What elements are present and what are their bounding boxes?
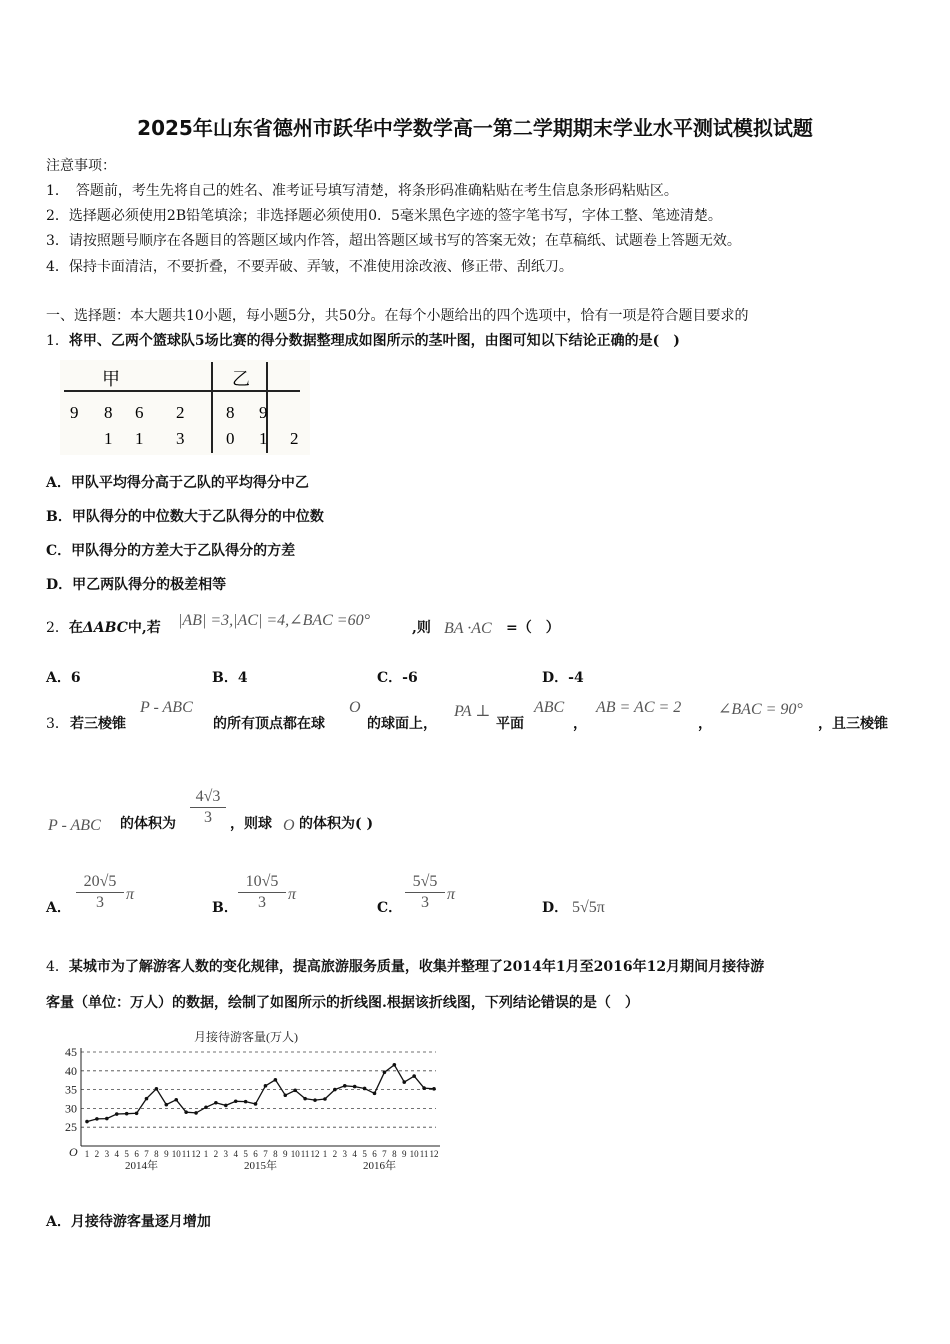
x-tick-label: 11 <box>300 1149 310 1159</box>
notice-item: 2．选择题必须使用2B铅笔填涂；非选择题必须使用0．5毫米黑色字迹的签字笔书写，字体工整、笔迹清楚。 <box>46 208 722 224</box>
q3-math: AB = AC = 2 <box>596 699 682 716</box>
option-d[interactable]: D．-4 <box>542 670 584 686</box>
fraction-denominator: 3 <box>421 894 429 911</box>
question-2 <box>46 617 161 637</box>
x-tick-label: 10 <box>409 1149 419 1159</box>
y-tick-label: 45 <box>65 1045 77 1059</box>
question-number: 1． <box>46 333 69 349</box>
x-tick-label: 4 <box>233 1149 238 1159</box>
x-tick-label: 9 <box>164 1149 169 1159</box>
option-c[interactable]: C． <box>377 900 403 916</box>
q2-text: ,则 <box>412 620 431 636</box>
fraction-denominator: 3 <box>96 894 104 911</box>
q3-math: ∠BAC = 90° <box>718 701 803 718</box>
notice-heading: 注意事项： <box>46 158 116 174</box>
data-point <box>85 1120 89 1124</box>
data-point <box>95 1117 99 1121</box>
q3-math: O <box>349 699 361 716</box>
x-tick-label: 1 <box>84 1149 90 1159</box>
series-line <box>87 1065 434 1122</box>
data-point <box>125 1112 129 1116</box>
option-b[interactable]: B．4 <box>212 670 248 686</box>
x-tick-label: 2 <box>332 1149 338 1159</box>
question-text: 客量（单位：万人）的数据，绘制了如图所示的折线图.根据该折线图，下列结论错误的是（ ） <box>46 995 639 1011</box>
left-header: 甲 <box>102 369 120 389</box>
q3-math: PA ⊥ <box>454 703 491 720</box>
data-point <box>333 1088 337 1092</box>
x-tick-label: 7 <box>263 1149 268 1159</box>
pi-symbol: π <box>288 886 297 903</box>
page-title: 2025年山东省德州市跃华中学数学高一第二学期期末学业水平测试模拟试题 <box>137 116 813 140</box>
data-point <box>165 1103 169 1107</box>
q2-text: =（ ） <box>506 620 560 636</box>
data-point <box>343 1084 347 1088</box>
line-chart <box>46 1025 446 1175</box>
q3-text: 的体积为 <box>120 816 176 832</box>
x-tick-label: 9 <box>402 1149 407 1159</box>
option-c-fraction <box>405 873 445 912</box>
q3-text: 若三棱锥 <box>70 716 126 732</box>
section-heading: 一、选择题：本大题共10小题，每小题5分，共50分。在每个小题给出的四个选项中，恰有一项是符合题目要求的 <box>46 308 749 324</box>
data-point <box>402 1080 406 1084</box>
notice-item: 3．请按照题号顺序在各题目的答题区域内作答，超出答题区域书写的答案无效；在草稿纸、试题卷上答题无效。 <box>46 233 741 249</box>
data-point <box>422 1086 426 1090</box>
q3-text: 平面 <box>496 716 524 732</box>
option-d-expression: 5√5π <box>572 899 605 916</box>
question-text: 将甲、乙两个篮球队5场比赛的得分数据整理成如图所示的茎叶图，由图可知以下结论正确的是( ) <box>68 333 680 349</box>
q3-text: ， <box>698 716 712 732</box>
leaf-left: 6 <box>135 403 144 422</box>
data-point <box>234 1099 238 1103</box>
data-point <box>283 1093 287 1097</box>
x-tick-label: 12 <box>310 1149 320 1159</box>
data-point <box>353 1085 357 1089</box>
question-number: 2． <box>46 620 69 636</box>
fraction-numerator: 20√5 <box>83 873 117 890</box>
notice-item: 1． 答题前，考生先将自己的姓名、准考证号填写清楚，将条形码准确粘贴在考生信息条形码粘贴区。 <box>46 183 678 199</box>
data-point <box>184 1110 188 1114</box>
x-tick-label: 5 <box>362 1149 367 1159</box>
question-text: 某城市为了解游客人数的变化规律，提高旅游服务质量，收集并整理了2014年1月至2016年12月期间月接待游 <box>68 959 765 975</box>
x-tick-label: 1 <box>203 1149 209 1159</box>
option-a[interactable]: A．月接待游客量逐月增加 <box>46 1214 211 1230</box>
option-c[interactable]: C．甲队得分的方差大于乙队得分的方差 <box>46 543 296 559</box>
leaf-right: 8 <box>226 403 235 422</box>
year-label: 2015年 <box>244 1160 277 1172</box>
data-point <box>274 1078 278 1082</box>
leaf-right: 1 <box>259 429 268 448</box>
x-tick-label: 2 <box>94 1149 100 1159</box>
question-1 <box>46 330 680 350</box>
leaf-left: 9 <box>70 403 79 422</box>
pi-symbol: π <box>126 886 135 903</box>
option-b-fraction <box>238 873 286 912</box>
x-tick-label: 2 <box>213 1149 219 1159</box>
x-tick-label: 1 <box>322 1149 328 1159</box>
q2-text: 中,若 <box>127 620 161 636</box>
data-point <box>214 1101 218 1105</box>
data-point <box>135 1111 139 1115</box>
x-tick-label: 12 <box>191 1149 201 1159</box>
data-point <box>373 1092 377 1096</box>
leaf-right: 9 <box>259 403 268 422</box>
data-point <box>383 1071 387 1075</box>
data-point <box>313 1098 317 1102</box>
data-point <box>145 1097 149 1101</box>
x-tick-label: 8 <box>273 1149 278 1159</box>
triangle-label: ΔABC <box>82 620 128 636</box>
q3-text: 的体积为( ) <box>299 816 374 832</box>
notice-item: 4．保持卡面清洁，不要折叠，不要弄破、弄皱，不准使用涂改液、修正带、刮纸刀。 <box>46 259 573 275</box>
data-point <box>254 1102 258 1106</box>
q2-expression: BA ·AC <box>444 620 492 637</box>
question-number: 4． <box>46 959 69 975</box>
option-d[interactable]: D．甲乙两队得分的极差相等 <box>46 577 227 593</box>
q3-text: ，且三棱锥 <box>818 716 888 732</box>
q3-text: ，则球 <box>230 816 272 832</box>
option-a-fraction <box>76 873 124 912</box>
question-number: 3． <box>46 716 69 732</box>
y-tick-label: 30 <box>65 1101 77 1116</box>
x-tick-label: 5 <box>124 1149 129 1159</box>
data-point <box>244 1100 248 1104</box>
stem-leaf-plot <box>60 360 310 455</box>
data-point <box>293 1089 297 1093</box>
q3-math: ABC <box>534 699 565 716</box>
stem: 2 <box>176 403 185 422</box>
x-tick-label: 3 <box>104 1149 110 1159</box>
question-4 <box>46 956 764 976</box>
y-tick-label: 40 <box>65 1063 77 1078</box>
option-b[interactable]: B． <box>212 900 238 916</box>
x-tick-label: 12 <box>429 1149 439 1159</box>
volume-fraction <box>190 788 226 827</box>
q3-text: 的所有顶点都在球 <box>213 716 325 732</box>
x-tick-label: 10 <box>290 1149 300 1159</box>
option-a[interactable]: A．甲队平均得分高于乙队的平均得分中乙 <box>46 475 309 491</box>
option-b[interactable]: B．甲队得分的中位数大于乙队得分的中位数 <box>46 509 324 525</box>
y-tick-label: 25 <box>65 1120 77 1135</box>
option-d[interactable]: D． <box>542 900 569 916</box>
data-point <box>432 1087 436 1091</box>
data-point <box>264 1084 268 1088</box>
data-point <box>393 1063 397 1067</box>
fraction-numerator: 5√5 <box>412 873 438 890</box>
x-tick-label: 7 <box>382 1149 387 1159</box>
x-tick-label: 6 <box>134 1149 139 1159</box>
option-a[interactable]: A． <box>46 900 71 916</box>
x-tick-label: 9 <box>283 1149 288 1159</box>
x-tick-label: 8 <box>154 1149 159 1159</box>
year-label: 2016年 <box>362 1160 396 1172</box>
x-tick-label: 3 <box>223 1149 229 1159</box>
x-tick-label: 11 <box>181 1149 191 1159</box>
x-tick-label: 3 <box>342 1149 348 1159</box>
leaf-right: 0 <box>226 429 235 448</box>
q3-text: ， <box>573 716 587 732</box>
q2-condition: |AB| =3,|AC| =4,∠BAC =60° <box>178 612 370 629</box>
x-tick-label: 8 <box>392 1149 397 1159</box>
data-point <box>204 1105 208 1109</box>
fraction-denominator: 3 <box>204 809 212 826</box>
y-tick-label: 35 <box>65 1082 77 1097</box>
x-tick-label: 6 <box>372 1149 377 1159</box>
data-point <box>224 1104 228 1108</box>
option-c[interactable]: C．-6 <box>377 670 418 686</box>
q3-text: 的球面上， <box>367 716 437 732</box>
data-point <box>303 1097 307 1101</box>
leaf-left: 1 <box>135 429 144 448</box>
origin-label: O <box>69 1145 78 1159</box>
pi-symbol: π <box>447 886 456 903</box>
leaf-right: 2 <box>290 429 299 448</box>
leaf-left: 1 <box>104 429 113 448</box>
x-tick-label: 6 <box>253 1149 258 1159</box>
data-point <box>115 1112 119 1116</box>
year-label: 2014年 <box>125 1160 159 1172</box>
fraction-numerator: 4√3 <box>195 788 221 805</box>
data-point <box>323 1097 327 1101</box>
x-tick-label: 4 <box>114 1149 119 1159</box>
q3-math: O <box>283 817 295 834</box>
data-point <box>363 1087 367 1091</box>
q3-math: P - ABC <box>48 817 101 834</box>
stem: 3 <box>176 429 185 448</box>
data-point <box>155 1087 159 1091</box>
data-point <box>105 1117 109 1121</box>
x-tick-label: 10 <box>171 1149 181 1159</box>
chart-title: 月接待游客量(万人) <box>194 1030 298 1044</box>
data-point <box>174 1098 178 1102</box>
q2-text: 在 <box>68 620 83 636</box>
x-tick-label: 11 <box>419 1149 429 1159</box>
x-tick-label: 7 <box>144 1149 149 1159</box>
q3-math: P - ABC <box>140 699 193 716</box>
x-tick-label: 5 <box>243 1149 248 1159</box>
leaf-left: 8 <box>104 403 113 422</box>
x-tick-label: 4 <box>352 1149 357 1159</box>
fraction-numerator: 10√5 <box>245 873 279 890</box>
fraction-denominator: 3 <box>258 894 266 911</box>
right-header: 乙 <box>232 369 250 389</box>
option-a[interactable]: A．6 <box>46 670 81 686</box>
data-point <box>412 1074 416 1078</box>
data-point <box>194 1111 198 1115</box>
